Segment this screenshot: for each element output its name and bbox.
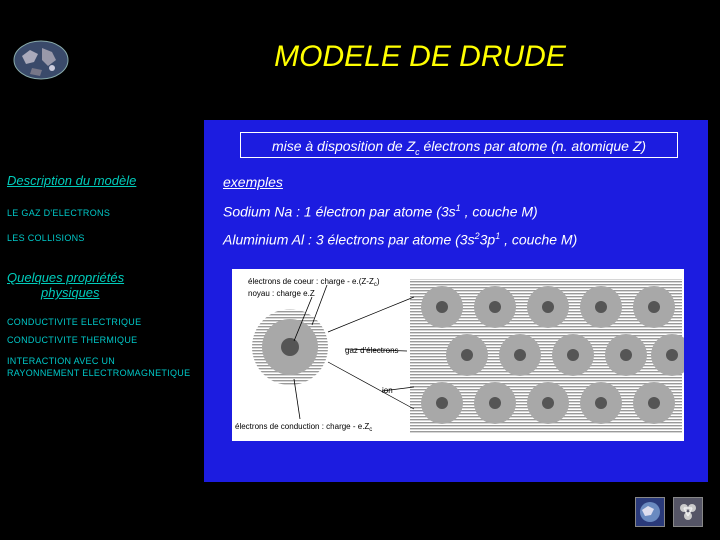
ion-core — [542, 397, 554, 409]
label-nucleus: noyau : charge e.Z — [248, 289, 315, 298]
alu-sup1: 2 — [474, 231, 480, 241]
alu-sup2: 1 — [495, 231, 501, 241]
nav-description-model[interactable]: Description du modèle — [7, 173, 137, 188]
alu-mid: 3p — [479, 231, 496, 248]
nav-item-interaction-line2[interactable]: RAYONNEMENT ELECTROMAGNETIQUE — [7, 368, 191, 378]
note-sub: c — [415, 146, 420, 157]
ion-core — [595, 397, 607, 409]
nav-item-electron-gas[interactable]: LE GAZ D'ELECTRONS — [7, 208, 111, 218]
label-ion: ion — [382, 386, 393, 395]
ion-core — [436, 301, 448, 313]
alu-text: Aluminium Al : 3 électrons par atome (3s — [223, 231, 475, 248]
note-prefix: mise à disposition de Z — [271, 138, 416, 154]
nav-properties-line2: physiques — [41, 285, 100, 300]
drude-model-diagram — [232, 269, 684, 441]
ion-core — [567, 349, 579, 361]
ion-core — [461, 349, 473, 361]
ion-core — [489, 301, 501, 313]
examples-heading: exemples — [223, 174, 283, 190]
alu-tail: , couche M) — [500, 231, 578, 248]
label-electron-gas: gaz d'électrons — [345, 346, 399, 355]
diagram-svg — [232, 269, 684, 441]
ion-core — [595, 301, 607, 313]
sodium-text: Sodium Na : 1 électron par atome (3s — [223, 203, 456, 220]
slide-title: MODELE DE DRUDE — [274, 40, 566, 73]
nav-item-collisions[interactable]: LES COLLISIONS — [7, 233, 85, 243]
ion-core — [648, 301, 660, 313]
ion-lattice — [421, 286, 684, 424]
nav-item-thermal-conductivity[interactable]: CONDUCTIVITE THERMIQUE — [7, 335, 138, 345]
label-conduction-electrons: électrons de conduction : charge - $e.Z_c$ — [235, 422, 373, 433]
nucleus — [281, 338, 299, 356]
ion-core — [436, 397, 448, 409]
ion-core — [514, 349, 526, 361]
nav-item-electric-conductivity[interactable]: CONDUCTIVITE ELECTRIQUE — [7, 317, 142, 327]
ion-core — [620, 349, 632, 361]
globe-nav-icon[interactable] — [635, 497, 665, 527]
nav-properties-line1: Quelques propriétés — [7, 270, 125, 285]
label-core-electrons: électrons de coeur : charge - $e.(Z-Z_c)$ — [248, 277, 380, 288]
nav-item-interaction-line1[interactable]: INTERACTION AVEC UN — [7, 356, 116, 366]
ion-core — [542, 301, 554, 313]
example-aluminium — [223, 231, 577, 248]
home-nav-icon[interactable] — [673, 497, 703, 527]
sodium-tail: , couche M) — [460, 203, 538, 220]
example-sodium — [223, 203, 538, 220]
globe-logo-icon — [12, 38, 70, 82]
ion-core — [648, 397, 660, 409]
sodium-sup: 1 — [455, 203, 461, 213]
ion-core — [489, 397, 501, 409]
nav-properties-heading[interactable] — [7, 270, 124, 300]
ion-core — [666, 349, 678, 361]
zc-note — [240, 132, 678, 158]
note-suffix: électrons par atome (n. atomique Z) — [419, 138, 647, 154]
